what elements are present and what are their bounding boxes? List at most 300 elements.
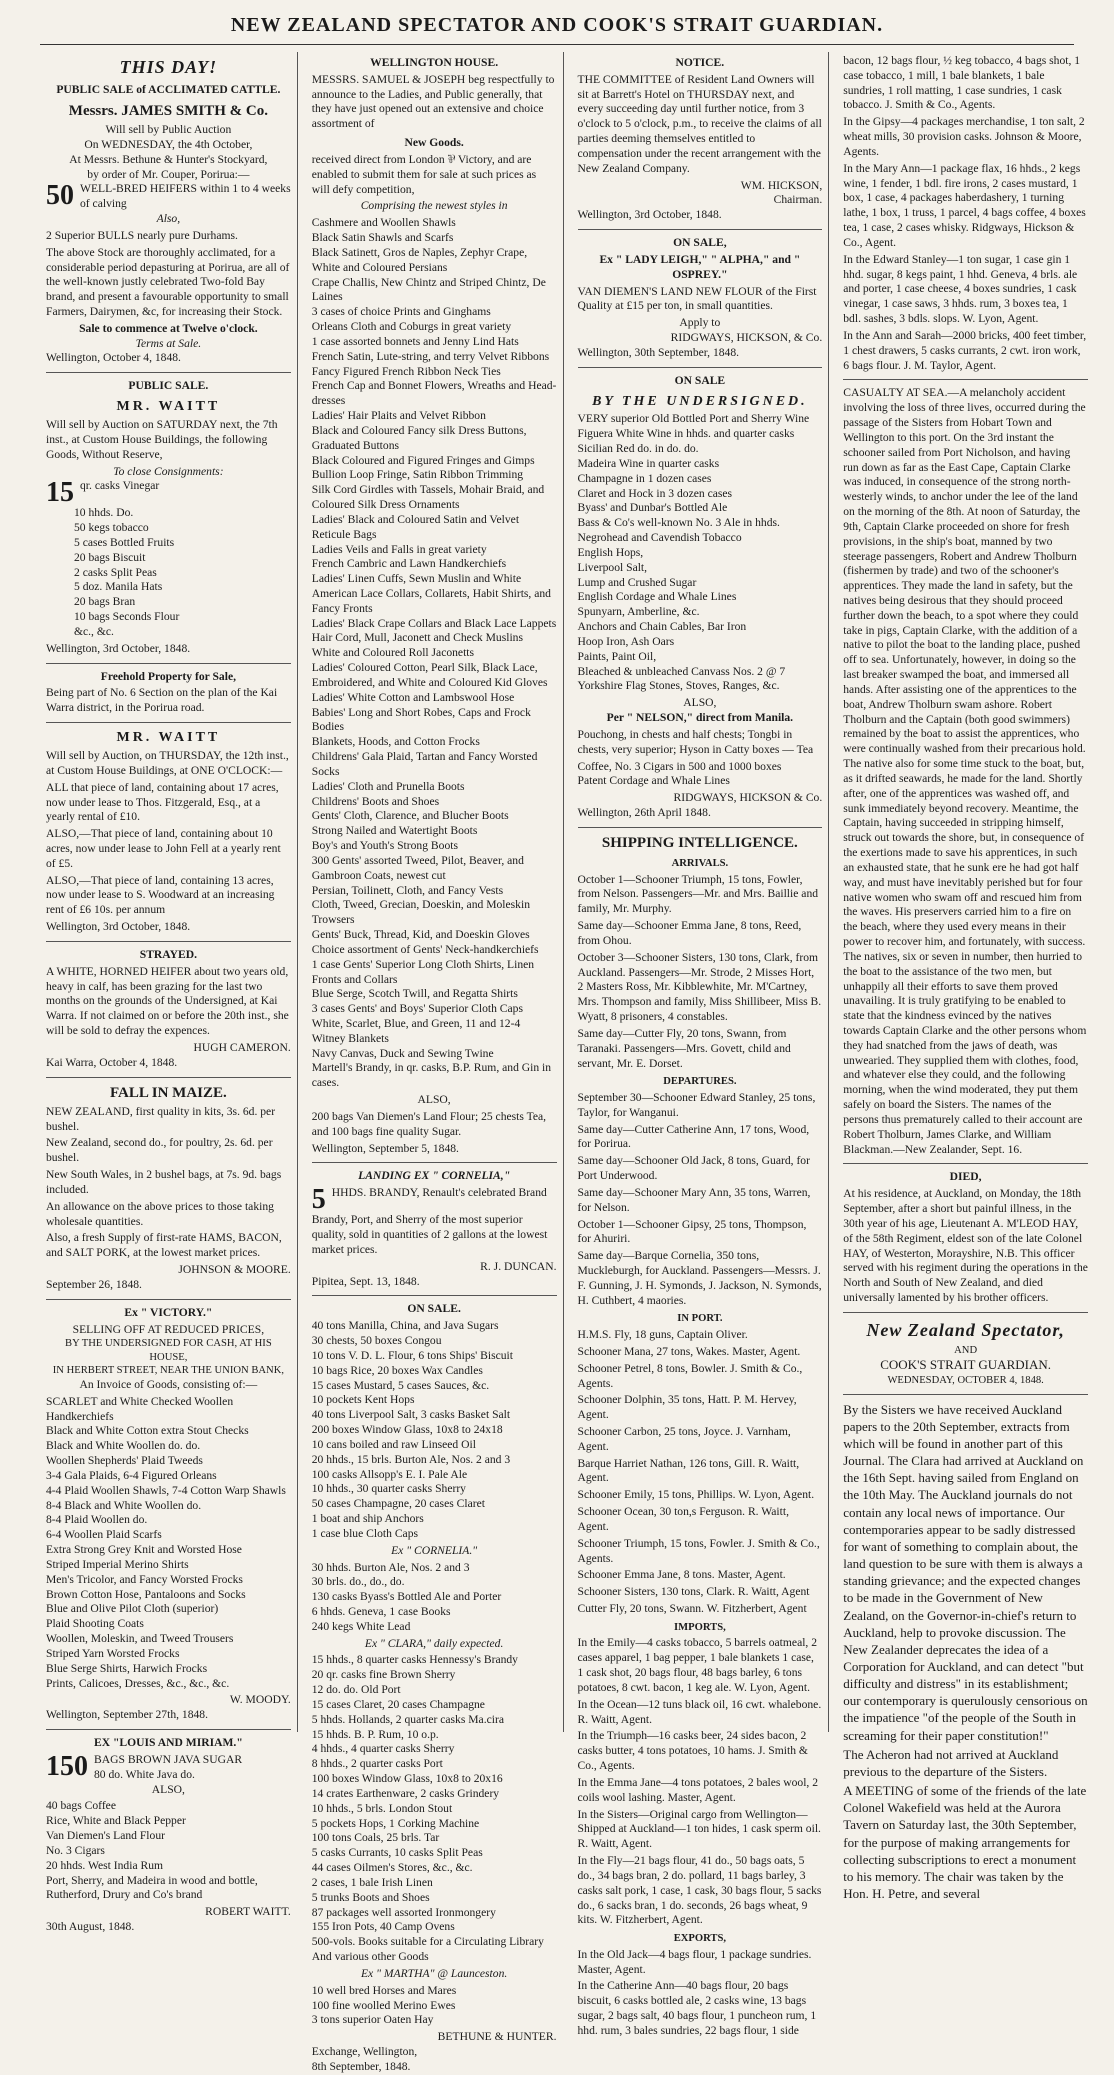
ad-date: 8th September, 1848.	[311, 2059, 411, 2073]
list-item: 200 boxes Window Glass, 10x8 to 24x18	[311, 1423, 503, 1437]
also-label: ALSO,	[417, 1093, 451, 1107]
shipping-entry: Same day—Schooner Emma Jane, 8 tons, Reed, from Ohou.	[577, 919, 802, 947]
list-item: Fancy Figured French Ribbon Neck Ties	[311, 364, 501, 378]
shipping-entry: Barque Harriet Nathan, 126 tons, Gill. R. Waitt, Agent.	[577, 1456, 800, 1485]
list-item: Ladies' Cloth and Prunella Boots	[311, 779, 465, 793]
list-item: Rice, White and Black Pepper	[46, 1814, 186, 1828]
shipping-entry: In the Emily—4 casks tobacco, 5 barrels oatmeal, 2 cases apparel, 1 bag pepper, 1 bale blankets 1 case, 1 cask shot, 20 bags flour, 48 bags barley, 6 tons potatoes, 8 cwt. bacon, 1 keg ale. W. Lyon, Agent.	[577, 1636, 818, 1694]
section-subheading: ARRIVALS.	[671, 858, 729, 870]
section-subheading: IMPORTS,	[674, 1621, 726, 1633]
shipping-entry: Cutter Fly, 20 tons, Swann. W. Fitzherbert, Agent	[577, 1602, 807, 1616]
list-item: 130 casks Byass's Bottled Ale and Porter	[311, 1590, 502, 1604]
ad-title: FALL IN MAIZE.	[109, 1084, 227, 1101]
editorial-paragraph: The Acheron had not arrived at Auckland previous to the departure of the Sisters.	[843, 1746, 1059, 1779]
list-item: 30 brls. do., do., do.	[311, 1575, 405, 1589]
divider	[46, 1729, 291, 1730]
list-item: 10 cans boiled and raw Linseed Oil	[311, 1437, 476, 1451]
list-item: Prints, Calicoes, Dresses, &c., &c., &c.	[46, 1676, 230, 1690]
list-item: Persian, Toilinett, Cloth, and Fancy Vests	[311, 883, 504, 897]
list-item: 20 bags Biscuit	[74, 550, 146, 564]
ad-body: ALSO,—That piece of land, containing about 10 acres, now under lease to John Fell at a yearly rent of £5.	[46, 827, 281, 870]
list-item: French Cambric and Lawn Handkerchiefs	[311, 557, 507, 571]
list-item: French Satin, Lute-string, and terry Velvet Ribbons	[311, 349, 550, 363]
also-label: Also,	[156, 212, 181, 226]
divider	[843, 1312, 1088, 1313]
list-item: French Cap and Bonnet Flowers, Wreaths and Head-dresses	[311, 379, 557, 408]
also-label: ALSO,	[683, 696, 717, 710]
divider	[46, 372, 291, 373]
divider	[312, 1162, 557, 1163]
list-item: Striped Imperial Merino Shirts	[46, 1557, 189, 1571]
lot-text: WELL-BRED HEIFERS within 1 to 4 weeks of calving	[80, 182, 291, 211]
list-item: 50 cases Champagne, 20 cases Claret	[311, 1497, 485, 1511]
list-item: Hoop Iron, Ash Oars	[577, 634, 675, 648]
list-item: Madeira Wine in quarter casks	[577, 456, 720, 470]
ad-title: Freehold Property for Sale,	[100, 669, 236, 683]
list-item: 3 cases of choice Prints and Ginghams	[311, 305, 491, 319]
ad-date: Wellington, September 5, 1848.	[311, 1141, 459, 1155]
list-item: Men's Tricolor, and Fancy Worsted Frocks	[46, 1572, 243, 1586]
section-subheading: DEPARTURES.	[663, 1076, 737, 1088]
section-title: SHIPPING INTELLIGENCE.	[601, 834, 798, 851]
list-item: 40 bags Coffee	[46, 1799, 116, 1813]
ad-subheading: Ex " CLARA," daily expected.	[364, 1636, 504, 1650]
list-item: 3-4 Gala Plaids, 6-4 Figured Orleans	[46, 1468, 217, 1482]
list-item: Blue Serge Shirts, Harwich Frocks	[46, 1661, 208, 1675]
goods-list	[46, 1799, 291, 1903]
list-item: Striped Yarn Worsted Frocks	[46, 1646, 180, 1660]
list-item: Cloth, Tweed, Grecian, Doeskin, and Moleskin Trowsers	[311, 898, 530, 927]
list-item: Ladies' Black and Coloured Satin and Velvet Reticule Bags	[311, 512, 520, 541]
ad-title: ON SALE,	[673, 236, 727, 250]
auctioneer-name: MR. WAITT	[116, 730, 221, 746]
list-item: 10 tons V. D. L. Flour, 6 tons Ships' Biscuit	[311, 1348, 513, 1362]
ad-body: Brandy, Port, and Sherry of the most superior quality, sold in quantities of 2 gallons at the lowest market prices.	[311, 1213, 548, 1256]
list-item: Orleans Cloth and Coburgs in great variety	[311, 320, 512, 334]
ad-body: MESSRS. SAMUEL & JOSEPH beg respectfully to announce to the Ladies, and Public generally, that they have just opened out an extensive and choice assortment of	[311, 72, 555, 131]
goods-list	[312, 1561, 557, 1635]
list-item: Ladies Veils and Falls in great variety	[311, 542, 487, 556]
ad-body: New South Wales, in 2 bushel bags, at 7s. 9d. bags included.	[46, 1168, 282, 1196]
list-item: Black Satin Shawls and Scarfs	[311, 231, 454, 245]
shipping-entry: In the Gipsy—4 packages merchandise, 1 ton salt, 2 wheat mills, 30 provision casks. Johnson & Moore, Agents.	[843, 115, 1085, 158]
list-item: 10 hhds. Do.	[74, 506, 134, 520]
list-item: 30 hhds. Burton Ale, Nos. 2 and 3	[311, 1560, 470, 1574]
list-item: Sicilian Red do. in do. do.	[577, 442, 699, 456]
paper-date: WEDNESDAY, OCTOBER 4, 1848.	[887, 1375, 1044, 1387]
lot-number: 150	[46, 1750, 88, 1782]
list-item: Patent Cordage and Whale Lines	[577, 774, 730, 788]
list-item: Choice assortment of Gents' Neck-handkerchiefs	[311, 942, 539, 956]
shipping-entry: October 3—Schooner Sisters, 130 tons, Clark, from Auckland. Passengers—Mr. Strode, 2 Misses Hort, 2 Masters Ross, Mr. Kibblewhite, Mr. M'Cartney, Mrs. Thompson and family, Miss Shillibeer, Miss B. Wyatt, 8 prisoners, 4 constables.	[577, 950, 822, 1024]
list-item: 5 casks Currants, 10 casks Split Peas	[311, 1846, 483, 1860]
list-item: 6-4 Woollen Plaid Scarfs	[46, 1528, 162, 1542]
list-item: Spunyarn, Amberline, &c.	[577, 605, 700, 619]
ad-subheading: Ex " LADY LEIGH," " ALPHA," and " OSPREY."	[599, 252, 801, 281]
obituary: At his residence, at Auckland, on Monday, the 18th September, after a short but painful illness, in the 30th year of his age, Lieutenant A. M'LEOD HAY, of the 58th Regiment, eldest son of the late Colonel HAY, of Westerton, Morayshire, N.B. This officer served with his regiment during the operations in the North and South of New Zealand, and died universally lamented by his brother officers.	[843, 1187, 1088, 1305]
list-item: Port, Sherry, and Madeira in wood and bottle, Rutherford, Drury and Co's brand	[46, 1873, 258, 1902]
list-item: Lump and Crushed Sugar	[577, 575, 697, 589]
ad-date: Wellington, October 4, 1848.	[46, 351, 181, 365]
divider	[843, 1394, 1088, 1395]
list-item: Anchors and Chain Cables, Bar Iron	[577, 620, 747, 634]
goods-list	[578, 412, 823, 694]
ad-signature: RIDGWAYS, HICKSON & Co.	[673, 791, 823, 805]
list-item: Bleached & unbleached Canvass Nos. 2 @ 7	[577, 664, 786, 678]
ad-title: ON SALE.	[407, 1302, 461, 1316]
list-item: VERY superior Old Bottled Port and Sherry Wine	[577, 412, 810, 426]
list-item: 20 bags Bran	[74, 595, 136, 609]
column-2	[306, 52, 564, 2073]
list-item: 8-4 Plaid Woollen do.	[46, 1513, 148, 1527]
list-item: Claret and Hock in 3 dozen cases	[577, 486, 733, 500]
shipping-entry: Schooner Emily, 15 tons, Phillips. W. Lyon, Agent.	[577, 1488, 815, 1502]
list-item: Ladies' Coloured Cotton, Pearl Silk, Black Lace, Embroidered, and White and Coloured Kid Gloves	[311, 661, 548, 689]
list-item: Negrohead and Cavendish Tobacco	[577, 531, 742, 545]
goods-list	[312, 1319, 557, 1541]
list-item: 10 bags Seconds Flour	[74, 610, 180, 624]
ad-signature-role: Chairman.	[773, 193, 823, 207]
ad-title: LANDING EX " CORNELIA,"	[358, 1169, 511, 1183]
list-item: 5 hhds. Hollands, 2 quarter casks Ma.cira	[311, 1712, 504, 1726]
ad-title: ON SALE	[674, 373, 726, 387]
divider	[843, 1163, 1088, 1164]
ad-date: Kai Warra, October 4, 1848.	[46, 1055, 178, 1069]
ad-subheading: Comprising the newest styles in	[360, 199, 508, 213]
sale-terms: Terms at Sale.	[135, 336, 202, 350]
lot-text: 2 Superior BULLS nearly pure Durhams.	[46, 228, 238, 242]
ad-title: Ex " VICTORY."	[124, 1305, 213, 1319]
list-item: Blue Serge, Scotch Twill, and Regatta Shirts	[311, 987, 518, 1001]
list-item: Childrens' Boots and Shoes	[311, 794, 440, 808]
list-item: 10 pockets Kent Hops	[311, 1393, 415, 1407]
list-item: Champagne in 1 dozen cases	[577, 471, 712, 485]
list-item: 8 hhds., 2 quarter casks Port	[311, 1757, 443, 1771]
shipping-entry: In the Emma Jane—4 tons potatoes, 2 bales wool, 2 coils wool lashing. Master, Agent.	[577, 1775, 819, 1804]
list-item: Van Diemen's Land Flour	[46, 1829, 165, 1843]
list-item: 20 hhds., 15 brls. Burton Ale, Nos. 2 and 3	[311, 1452, 511, 1466]
divider	[46, 663, 291, 664]
ad-body: Pouchong, in chests and half chests; Tongbi in chests, very superior; Hyson in Catty boxes — Tea	[577, 727, 814, 756]
column-1	[40, 52, 298, 1933]
ad-date: Wellington, 26th April 1848.	[577, 806, 711, 819]
shipping-entry: Same day—Schooner Old Jack, 8 tons, Guard, for Port Underwood.	[577, 1154, 810, 1183]
shipping-entry: In the Ann and Sarah—2000 bricks, 400 feet timber, 1 chest drawers, 5 casks currants, 2 cwt. iron work, 6 bags flour. J. M. Taylor, Agent.	[843, 328, 1087, 372]
list-item: 2 cases, 1 bale Irish Linen	[311, 1875, 433, 1889]
shipping-entry: Schooner Triumph, 15 tons, Fowler. J. Smith & Co., Agents.	[577, 1536, 820, 1565]
shipping-entry: September 30—Schooner Edward Stanley, 25 tons, Taylor, for Wanganui.	[577, 1090, 816, 1119]
section-title: DIED,	[949, 1170, 982, 1184]
ad-subheading: Ex " MARTHA" @ Launceston.	[360, 1966, 508, 1980]
shipping-entry: Schooner Sisters, 130 tons, Clark. R. Waitt, Agent	[577, 1585, 810, 1599]
list-item: 155 Iron Pots, 40 Camp Ovens	[311, 1920, 455, 1934]
ad-body: A WHITE, HORNED HEIFER about two years old, heavy in calf, has been grazing for the last two months on the grounds of the Undersigned, at Kai Warra. If not claimed on or before the 20th inst., she will be sold to defray the expences.	[46, 964, 289, 1038]
list-item: &c., &c.	[74, 624, 114, 638]
ad-body: Also, a fresh Supply of first-rate HAMS, BACON, and SALT PORK, at the lowest market prices.	[46, 1231, 282, 1260]
list-item: 15 cases Mustard, 5 cases Sauces, &c.	[311, 1378, 490, 1392]
list-item: Gents' Buck, Thread, Kid, and Doeskin Gloves	[311, 928, 530, 942]
list-item: 5 pockets Hops, 1 Corking Machine	[311, 1816, 480, 1830]
list-item: 1 case blue Cloth Caps	[311, 1526, 419, 1540]
masthead-rule	[40, 44, 1074, 45]
shipping-entry: Schooner Petrel, 8 tons, Bowler. J. Smith & Co., Agents.	[577, 1361, 803, 1390]
list-item: Navy Canvas, Duck and Sewing Twine	[311, 1046, 494, 1060]
list-item: 8-4 Black and White Woollen do.	[46, 1498, 202, 1512]
lot-text: HHDS. BRANDY, Renault's celebrated Brand	[331, 1186, 547, 1200]
list-item: Black and White Woollen do. do.	[46, 1439, 201, 1453]
ad-signature: BETHUNE & HUNTER.	[437, 2030, 557, 2044]
shipping-entry: Schooner Dolphin, 35 tons, Hatt. P. M. Hervey, Agent.	[577, 1393, 797, 1422]
divider	[843, 379, 1088, 380]
list-item: Crape Challis, New Chintz and Striped Chintz, De Laines	[311, 275, 546, 304]
list-item: 10 hhds., 5 brls. London Stout	[311, 1801, 453, 1815]
list-item: Woollen, Moleskin, and Tweed Trousers	[46, 1632, 234, 1646]
list-item: Ladies' Black Crape Collars and Black Lace Lappets	[311, 616, 557, 630]
list-item: Plaid Shooting Coats	[46, 1617, 144, 1631]
list-item: No. 3 Cigars	[46, 1843, 105, 1857]
ad-body: Will sell by Auction, on THURSDAY, the 12th inst., at Custom House Buildings, at ONE O'CLOCK:—	[46, 749, 289, 777]
shipping-entry: In the Sisters—Original cargo from Wellington—Shipped at Auckland—1 ton hides, 1 cask sperm oil. R. Waitt, Agent.	[577, 1807, 821, 1851]
goods-list	[578, 760, 823, 790]
ad-signature: RIDGWAYS, HICKSON, & Co.	[670, 331, 823, 345]
shipping-entry: In the Catherine Ann—40 bags flour, 20 bags biscuit, 6 casks bottled ale, 2 casks wine, 13 bags sugar, 2 bags salt, 40 bags flour, 1 puncheon rum, 1 hhd. rum, 3 bales sundries, 22 bags flour, 1 side	[577, 1979, 817, 2037]
divider	[578, 827, 823, 828]
ad-title: PUBLIC SALE.	[128, 379, 209, 393]
ad-date: September 26, 1848.	[46, 1277, 142, 1291]
divider	[578, 367, 823, 368]
ad-subheading: SELLING OFF AT REDUCED PRICES,	[72, 1322, 265, 1336]
list-item: Paints, Paint Oil,	[577, 649, 657, 663]
divider	[578, 229, 823, 230]
list-item: 5 cases Bottled Fruits	[74, 536, 175, 549]
ad-title: WELLINGTON HOUSE.	[370, 56, 499, 69]
list-item: English Cordage and Whale Lines	[577, 590, 737, 604]
auction-line: At Messrs. Bethune & Hunter's Stockyard,	[69, 152, 268, 166]
shipping-entry: Schooner Mana, 27 tons, Wakes. Master, Agent.	[577, 1344, 801, 1358]
list-item: Strong Nailed and Watertight Boots	[311, 824, 478, 838]
ad-apply: Apply to	[679, 316, 721, 330]
shipping-entry: In the Fly—21 bags flour, 41 do., 50 bags oats, 5 do., 34 bags bran, 2 do. pollard, 11 bags barley, 3 casks salt pork, 1 case, 1 cask, 30 bags flour, 5 sacks do., 6 sacks bran, 1 do. seconds, 26 bags wheat, 9 kits. W. Fitzherbert, Agent.	[577, 1854, 822, 1927]
ad-date: Wellington, 3rd October, 1848.	[46, 641, 191, 655]
goods-list	[312, 1984, 557, 2028]
auction-line: Will sell by Public Auction	[105, 123, 232, 137]
divider	[46, 1299, 291, 1300]
ad-body: Being part of No. 6 Section on the plan of the Kai Warra district, in the Porirua road.	[46, 686, 278, 715]
list-item: Black Satinett, Gros de Naples, Zephyr Crape, White and Coloured Persians	[311, 245, 528, 274]
list-item: 10 bags Rice, 20 boxes Wax Candles	[311, 1363, 483, 1377]
goods-list	[46, 1395, 291, 1692]
ad-signature: JOHNSON & MOORE.	[178, 1263, 291, 1277]
ad-title: NOTICE.	[675, 56, 725, 69]
shipping-entry: H.M.S. Fly, 18 guns, Captain Oliver.	[577, 1328, 748, 1342]
list-item: Extra Strong Grey Knit and Worsted Hose	[46, 1543, 242, 1557]
ad-subheading: An Invoice of Goods, consisting of:—	[79, 1378, 258, 1391]
shipping-entry: In the Ocean—12 tuns black oil, 16 cwt. whalebone. R. Waitt, Agent.	[577, 1697, 822, 1726]
list-item: 4-4 Plaid Woollen Shawls, 7-4 Cotton Warp Shawls	[46, 1483, 286, 1497]
list-item: Blue and Olive Pilot Cloth (superior)	[46, 1602, 219, 1616]
lot-number: 50	[46, 180, 74, 212]
list-item: Black and White Cotton extra Stout Checks	[46, 1424, 249, 1438]
news-article: CASUALTY AT SEA.—A melancholy accident involving the loss of three lives, occurred during the passage of the Sisters from Hobart Town and Wellington to this port. On the 3rd instant the schooner sailed from Port Nicholson, and having run down as far as the East Cape, Captain Clarke was induced, in consequence of the strong north-westerly winds, to anchor under the lee of the land on the morning of the 8th. At noon of Saturday, the 9th, Captain Clarke proceeded on shore for fresh provisions, in the ship's boat, manned by two steerage passengers, Robert and Andrew Tholburn (fishermen by trade) and two of the schooner's apprentices. They made the land in safety, but the natives being desirous that they should proceed further down the beach, to a spot where they could take in pigs, Captain Clarke, with the addition of a native to pilot the boat to the landing place, pushed off to sea. Unfortunately, however, in doing so the last breaker swamped the boat, and immersed all hands. After assisting one of the apprentices to the boat, Andrew Tholburn swam ashore. Robert Tholburn and the Captain (both good swimmers) remained by the boat to assist the apprentices, who were continually washed from their precarious hold. The native also for some time stuck to the boat, but, as it drifted seawards, he made for the land. Shortly after, one of the apprentices was washed off, and sunk immediately beyond recovery. Meantime, the Captain, having succeeded in stripping himself, struck out towards the shore, but, in consequence of the exertions made to save his apprentices, in such an exhausted state, that he sunk ere he had got half way, and must have inevitably perished but for four native women who swam off and rescued him from the waves. His preservers carried him to a fire on the beach, where they used every means in their power to recover him, and fortunately, with success. The natives, six or seven in number, then hurried to the boat to the assistance of the two men, but unhappily all their efforts to save them proved unavailing. It is truly gratifying to be enabled to state that the kindness evinced by the natives towards Captain Clarke and the other persons whom they had snatched from the jaws of death, was unwearied. They supplied them with clothes, food, and whatever else they could, and the following morning, when the wind moderated, they put them safely on board the Sisters. The names of the persons thus prematurely called to their account are Robert Tholburn, James Clarke, and William Blackman.—New Zealander, Sept. 16.	[843, 386, 1087, 1156]
list-item: Gents' Cloth, Clarence, and Blucher Boots	[311, 809, 509, 823]
list-item: 5 trunks Boots and Shoes	[311, 1890, 430, 1904]
section-subheading: EXPORTS,	[673, 1933, 727, 1945]
shipping-entry: In the Edward Stanley—1 ton sugar, 1 case gin 1 hhd. sugar, 8 kegs paint, 1 hhd. Geneva, 4 brls. ale and porter, 1 case cheese, 4 boxes sundries, 1 cask vinegar, 1 case saws, 3 hhds. rum, 3 boxes tea, 1 bdl. sashes, 3 bdls. slops. W. Lyon, Agent.	[843, 252, 1078, 326]
list-item: Ladies' Hair Plaits and Velvet Ribbon	[311, 409, 486, 423]
ad-body: NEW ZEALAND, first quality in kits, 3s. 6d. per bushel.	[46, 1104, 276, 1133]
shipping-entry: In the Old Jack—4 bags flour, 1 package sundries. Master, Agent.	[577, 1947, 812, 1976]
masthead: NEW ZEALAND SPECTATOR AND COOK'S STRAIT GUARDIAN.	[230, 14, 884, 36]
editorial-paragraph: A MEETING of some of the friends of the late Colonel Wakefield was held at the Aurora Tavern on Saturday last, the 30th September, for the purpose of making arrangements for collecting subscriptions to erect a monument to his memory. The chair was taken by the Hon. H. Petre, and several	[843, 1783, 1087, 1902]
ad-body: VAN DIEMEN'S LAND NEW FLOUR of the First Quality at £15 per ton, in small quantities.	[577, 284, 817, 313]
list-item: 12 do. do. Old Port	[311, 1683, 401, 1697]
ad-body: ALL that piece of land, containing about 17 acres, now under lease to Thos. Fitzgerald, Esq., at a yearly rental of £10.	[46, 780, 279, 824]
paper-subtitle: COOK'S STRAIT GUARDIAN.	[880, 1357, 1051, 1373]
list-item: Martell's Brandy, in qr. casks, B.P. Rum, and Gin in cases.	[311, 1061, 552, 1090]
list-item: Boy's and Youth's Strong Boots	[311, 839, 458, 853]
list-item: 4 hhds., 4 quarter casks Sherry	[311, 1742, 455, 1756]
list-item: 3 tons superior Oaten Hay	[311, 2013, 434, 2027]
also-label: ALSO,	[151, 1782, 185, 1796]
list-item: 40 tons Liverpool Salt, 3 casks Basket Salt	[311, 1408, 511, 1422]
list-item: 15 cases Claret, 20 cases Champagne	[311, 1697, 485, 1711]
shipping-entry: In the Mary Ann—1 package flax, 16 hhds., 2 kegs wine, 1 fender, 1 bdl. fire irons, 2 cases mustard, 1 box, 1 case, 4 packages haberdashery, 1 turning lathe, 1 box, 1 truss, 1 parcel, 4 bags coffee, 4 boxes tea, 1 case, 2 cases whisky. Ridgways, Hickson & Co., Agent.	[843, 161, 1086, 249]
shipping-entry: Same day—Cutter Catherine Ann, 17 tons, Wood, for Porirua.	[577, 1122, 810, 1151]
list-item: 2 casks Split Peas	[74, 565, 157, 579]
list-item: Liverpool Salt,	[577, 560, 648, 574]
shipping-entry: Same day—Cutter Fly, 20 tons, Swann, from Taranaki. Passengers—Mrs. Govett, child and servant, Mr. E. Dorset.	[577, 1026, 791, 1070]
list-item: Yorkshire Flag Stones, Stoves, Ranges, &c.	[577, 679, 780, 693]
list-item: Figuera White Wine in hhds. and quarter casks	[577, 427, 795, 441]
list-item: White and Coloured Roll Jaconetts	[311, 646, 475, 660]
ad-body: ALSO,—That piece of land, containing 13 acres, now under lease to S. Woodward at an increasing rent of £6 10s. per annum	[46, 873, 275, 917]
list-item: Hair Cord, Mull, Jaconett and Check Muslins	[311, 631, 523, 645]
shipping-entry: bacon, 12 bags flour, ½ keg tobacco, 4 bags shot, 1 case tobacco, 1 mill, 1 bale blankets, 1 bale sundries, 1 roll matting, 1 case sundries, 1 cask tobacco. J. Smith & Co., Agents.	[843, 54, 1081, 112]
list-item: Black and Coloured Fancy silk Dress Buttons, Graduated Buttons	[311, 423, 527, 452]
list-item: 100 tons Coals, 25 brls. Tar	[311, 1831, 440, 1845]
list-item: 500-vols. Books suitable for a Circulating Library And various other Goods	[311, 1935, 544, 1964]
ad-signature: HUGH CAMERON.	[193, 1040, 291, 1054]
list-item: 15 hhds. B. P. Rum, 10 o.p.	[311, 1727, 439, 1741]
divider	[46, 722, 291, 723]
list-item: Silk Cord Girdles with Tassels, Mohair Braid, and Coloured Silk Dress Ornaments	[311, 483, 545, 512]
list-item: 14 crates Earthenware, 2 casks Grindery	[311, 1786, 500, 1800]
list-item: Childrens' Gala Plaid, Tartan and Fancy Worsted Socks	[311, 750, 538, 778]
list-item: SCARLET and White Checked Woollen Handkerchiefs	[46, 1394, 234, 1423]
list-item: 5 doz. Manila Hats	[74, 580, 163, 594]
ad-signature: WM. HICKSON,	[740, 178, 823, 192]
list-item: 100 fine woolled Merino Ewes	[311, 1998, 456, 2012]
ad-subheading: Ex " CORNELIA."	[391, 1543, 478, 1557]
list-item: Coffee, No. 3 Cigars in 500 and 1000 boxes	[577, 759, 782, 773]
list-item: 1 case Gents' Superior Long Cloth Shirts, Linen Fronts and Collars	[311, 957, 535, 986]
list-item: 20 qr. casks fine Brown Sherry	[311, 1668, 456, 1682]
list-item: Black Coloured and Figured Fringes and Gimps	[311, 453, 535, 467]
ad-body: 200 bags Van Diemen's Land Flour; 25 chests Tea, and 100 bags fine quality Sugar.	[311, 1109, 547, 1138]
auction-line: by order of Mr. Couper, Porirua:—	[87, 167, 250, 181]
shipping-entry: October 1—Schooner Triumph, 15 tons, Fowler, from Nelson. Passengers—Mr. and Mrs. Baillie and family, Mr. Murphy.	[577, 872, 819, 916]
section-subheading: IN PORT.	[677, 1313, 723, 1325]
paper-title-and: AND	[954, 1344, 978, 1356]
ad-title: EX "LOUIS AND MIRIAM."	[93, 1736, 243, 1750]
shipping-entry: Schooner Emma Jane, 8 tons. Master, Agent.	[577, 1568, 786, 1582]
list-item: 100 casks Allsopp's E. I. Pale Ale	[311, 1467, 468, 1481]
editorial-paragraph: By the Sisters we have received Auckland papers to the 20th September, extracts from which will be found in another part of this Journal. The Clara had arrived at Auckland on the 16th Sept. having sailed from England on the 10th May. The Auckland journals do not contain any local news of importance. Our contemporaries appear to be sadly distressed for want of something to complain about, the land question to be sure with them is always a standing grievance; and the expected changes to be made in the Government of New Zealand, on the Governor-in-chief's return to Auckland, help to provoke discussion. The New Zealander deprecates the idea of a Corporation for Auckland, and can detect "but difficulty and distress" in its establishment; our contemporary is querulously censorious on the impatience "of the people of the South in screaming for their paper constitution!"	[843, 1401, 1088, 1743]
divider	[46, 1077, 291, 1078]
list-item: Babies' Long and Short Robes, Caps and Frock Bodies	[311, 705, 531, 734]
sale-time: Sale to commence at Twelve o'clock.	[79, 321, 258, 335]
list-item: Bass & Co's well-known No. 3 Ale in hhds.	[577, 516, 780, 530]
shipping-entry: October 1—Schooner Gipsy, 25 tons, Thompson, for Ahuriri.	[577, 1217, 807, 1246]
ad-body: New Zealand, second do., for poultry, 2s. 6d. per bushel.	[46, 1136, 273, 1165]
ad-body: THE COMMITTEE of Resident Land Owners will sit at Barrett's Hotel on THURSDAY next, and every succeeding day until further notice, from 3 o'clock to 5 o'clock, p.m., to receive the claims of all parties deeming themselves entitled to compensation under the recent arrangement with the New Zealand Company.	[577, 72, 822, 175]
ad-body: The above Stock are thoroughly acclimated, for a considerable period depasturing at Porirua, are all of the well-known justly celebrated Two-fold Bay brand, and present a favourable opportunity to small Farmers, Dairymen, &c, for increasing their Stock.	[46, 245, 290, 318]
auction-line: On WEDNESDAY, the 4th October,	[84, 137, 253, 151]
list-item: 1 case assorted bonnets and Jenny Lind Hats	[311, 334, 519, 348]
list-item: 30 chests, 50 boxes Congou	[311, 1334, 442, 1348]
list-item: 300 Gents' assorted Tweed, Pilot, Beaver, and Gambroon Coats, newest cut	[311, 853, 524, 882]
ad-subheading: Per " NELSON," direct from Manila.	[606, 711, 794, 725]
shipping-entry: Same day—Barque Cornelia, 350 tons, Muckleburgh, for Auckland. Passengers—Messrs. J. F. Gunning, J. H. Symonds, J. Jackson, N. Symonds, H. Cuthbert, 4 maories.	[577, 1249, 822, 1307]
lot-number: 5	[311, 1184, 326, 1216]
list-item: Byass' and Dunbar's Bottled Ale	[577, 501, 728, 515]
ad-signature: ROBERT WAITT.	[205, 1905, 291, 1919]
this-day-heading: THIS DAY!	[119, 57, 218, 77]
list-item: 10 well bred Horses and Mares	[311, 1983, 457, 1997]
list-item: Ladies' White Cotton and Lambswool Hose	[311, 690, 515, 704]
list-item: Woollen Shepherds' Plaid Tweeds	[46, 1454, 203, 1468]
ad-subheading: To close Consignments:	[113, 464, 224, 478]
paper-title: New Zealand Spectator,	[866, 1319, 1065, 1340]
divider	[46, 941, 291, 942]
ad-signature: R. J. DUNCAN.	[480, 1259, 557, 1273]
goods-list	[312, 216, 557, 1091]
lot-text: BAGS BROWN JAVA SUGAR	[94, 1752, 243, 1766]
list-item: 40 tons Manilla, China, and Java Sugars	[311, 1319, 499, 1333]
list-item: 87 packages well assorted Ironmongery	[311, 1905, 496, 1919]
ad-body: received direct from London ⅌ Victory, and are enabled to submit them for sale at such prices as will defy competition,	[311, 152, 537, 196]
ad-title: STRAYED.	[139, 947, 197, 961]
list-item: White, Scarlet, Blue, and Green, 11 and 12-4 Witney Blankets	[311, 1017, 521, 1045]
list-item: Ladies' Linen Cuffs, Sewn Muslin and White American Lace Collars, Collarets, Habit Shirts, and Fancy Fronts	[311, 572, 551, 615]
list-item: 100 boxes Window Glass, 10x8 to 20x16	[311, 1772, 503, 1786]
ad-place: Exchange, Wellington,	[311, 2045, 418, 2058]
list-item: 10 hhds., 30 quarter casks Sherry	[311, 1482, 466, 1496]
auctioneer-name: Messrs. JAMES SMITH & Co.	[68, 102, 268, 119]
ad-subheading: IN HERBERT STREET, NEAR THE UNION BANK,	[52, 1365, 284, 1377]
auction-title: PUBLIC SALE of ACCLIMATED CATTLE.	[56, 83, 281, 97]
list-item: Brown Cotton Hose, Pantaloons and Socks	[46, 1587, 246, 1601]
auctioneer-name: MR. WAITT	[116, 399, 221, 415]
ad-signature: W. MOODY.	[229, 1693, 291, 1707]
ad-date: Pipitea, Sept. 13, 1848.	[311, 1274, 420, 1288]
shipping-entry: Schooner Carbon, 25 tons, Joyce. J. Varnham, Agent.	[577, 1424, 791, 1453]
column-4	[837, 52, 1094, 1902]
list-item: 3 cases Gents' and Boys' Superior Cloth Caps	[311, 1002, 523, 1016]
list-item: 1 boat and ship Anchors	[311, 1512, 424, 1526]
lot-text: 80 do. White Java do.	[94, 1767, 195, 1781]
divider	[312, 1295, 557, 1296]
column-3	[572, 52, 830, 2037]
ad-date: 30th August, 1848.	[46, 1919, 135, 1933]
list-item: Blankets, Hoods, and Cotton Frocks	[311, 735, 480, 749]
ad-date: Wellington, 3rd October, 1848.	[46, 920, 191, 934]
ad-subheading: BY THE UNDERSIGNED.	[592, 393, 808, 409]
ad-body: An allowance on the above prices to those taking wholesale quantities.	[46, 1199, 274, 1228]
list-item: 20 hhds. West India Rum	[46, 1858, 164, 1872]
list-item: Cashmere and Woollen Shawls	[311, 216, 456, 230]
ad-date: Wellington, 30th September, 1848.	[577, 345, 740, 359]
